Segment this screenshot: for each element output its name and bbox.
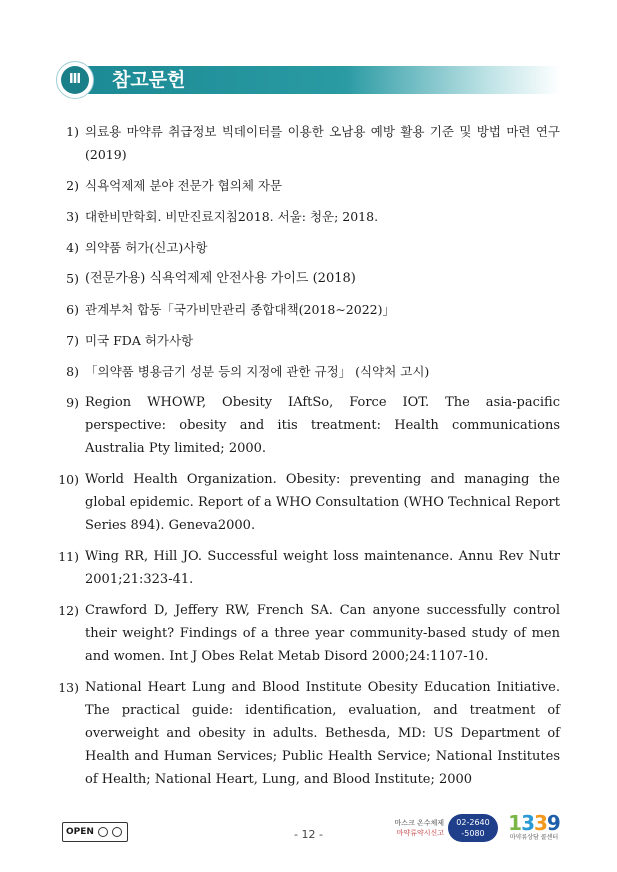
hotline-digit-1: 1: [508, 811, 522, 835]
reference-text: National Heart Lung and Blood Institute Obesity Education Initiative. The practical guide: identification, evaluation, and treatment of overweight and obesity in adults. Bethesda, MD: US Department of Health and Human Services; Public Health Service; National Institutes of Health; National Heart, Lung, and Blood Institute; 2000: [85, 680, 560, 787]
page-number: - 12 -: [294, 828, 323, 841]
hotline-digit-2: 3: [521, 811, 534, 835]
reference-text: Region WHOWP, Obesity IAftSo, Force IOT. The asia-pacific perspective: obesity and itis treatment: Health communications Australia Pty limited; 2000.: [85, 395, 560, 456]
license-label: OPEN: [66, 827, 94, 837]
reference-item: [56, 236, 560, 259]
reference-item: [56, 391, 560, 460]
reference-item: [56, 468, 560, 537]
reference-number: 3): [66, 209, 79, 224]
reference-number: 9): [66, 395, 79, 410]
phone-line1: 02-2640: [456, 818, 490, 827]
reference-text: (전문가용) 식욕억제제 안전사용 가이드 (2018): [85, 271, 356, 286]
reference-item: [56, 329, 560, 352]
reference-item: [56, 120, 560, 166]
reference-number: 6): [66, 302, 79, 317]
reference-number: 13): [58, 680, 79, 695]
reference-text: 관계부처 합동「국가비만관리 종합대책(2018∼2022)」: [85, 302, 395, 317]
reference-number: 1): [66, 124, 79, 139]
report-logo: [392, 818, 444, 838]
hotline-digit-3: 3: [534, 811, 547, 835]
hotline-digit-4: 9: [546, 811, 560, 835]
reference-number: 10): [58, 472, 79, 487]
reference-item: [56, 676, 560, 791]
section-title: 참고문헌: [112, 69, 186, 91]
hotline-1339-logo: [506, 812, 562, 842]
reference-text: 「의약품 병용금기 성분 등의 지정에 관한 규정」 (식약처 고시): [85, 364, 430, 379]
reference-number: 7): [66, 333, 79, 348]
section-number: Ⅲ: [61, 66, 89, 94]
section-number-badge: [56, 61, 94, 99]
reference-item: [56, 599, 560, 668]
reference-item: [56, 267, 560, 290]
reference-number: 12): [58, 603, 79, 618]
phone-number-badge: [448, 814, 498, 842]
reference-number: 2): [66, 178, 79, 193]
reference-number: 11): [58, 549, 79, 564]
reference-text: Wing RR, Hill JO. Successful weight loss maintenance. Annu Rev Nutr 2001;21:323-41.: [85, 549, 560, 587]
reference-number: 8): [66, 364, 79, 379]
reference-number: 5): [66, 271, 79, 286]
reference-text: 의약품 허가(신고)사항: [85, 240, 208, 255]
reference-number: 4): [66, 240, 79, 255]
reference-text: 미국 FDA 허가사항: [85, 333, 194, 348]
reference-item: [56, 360, 560, 383]
phone-line2: -5080: [461, 829, 485, 838]
report-logo-line1: 마스크 온수체제: [394, 819, 444, 827]
reference-item: [56, 174, 560, 197]
hotline-caption: 마약류상담 콜센터: [509, 834, 559, 841]
reference-text: 대한비만학회. 비만진료지침2018. 서울: 청운; 2018.: [85, 209, 379, 224]
reference-text: 식욕억제제 분야 전문가 협의체 자문: [85, 178, 283, 193]
reference-item: [56, 545, 560, 591]
reference-list: [56, 120, 560, 799]
reference-text: 의료용 마약류 취급정보 빅데이터를 이용한 오남용 예방 활용 기준 및 방법 마련 연구 (2019): [85, 124, 560, 162]
reference-text: World Health Organization. Obesity: preventing and managing the global epidemic. Report of a WHO Consultation (WHO Technical Report Series 894). Geneva2000.: [85, 472, 560, 533]
reference-text: Crawford D, Jeffery RW, French SA. Can anyone successfully control their weight? Findings of a three year community-based study of men and women. Int J Obes Relat Metab Disord 2000;24:1107-10.: [85, 603, 560, 664]
reference-item: [56, 205, 560, 228]
report-logo-line2: 마약류약시신고: [396, 829, 444, 837]
section-header: [56, 61, 561, 99]
reference-item: [56, 298, 560, 321]
